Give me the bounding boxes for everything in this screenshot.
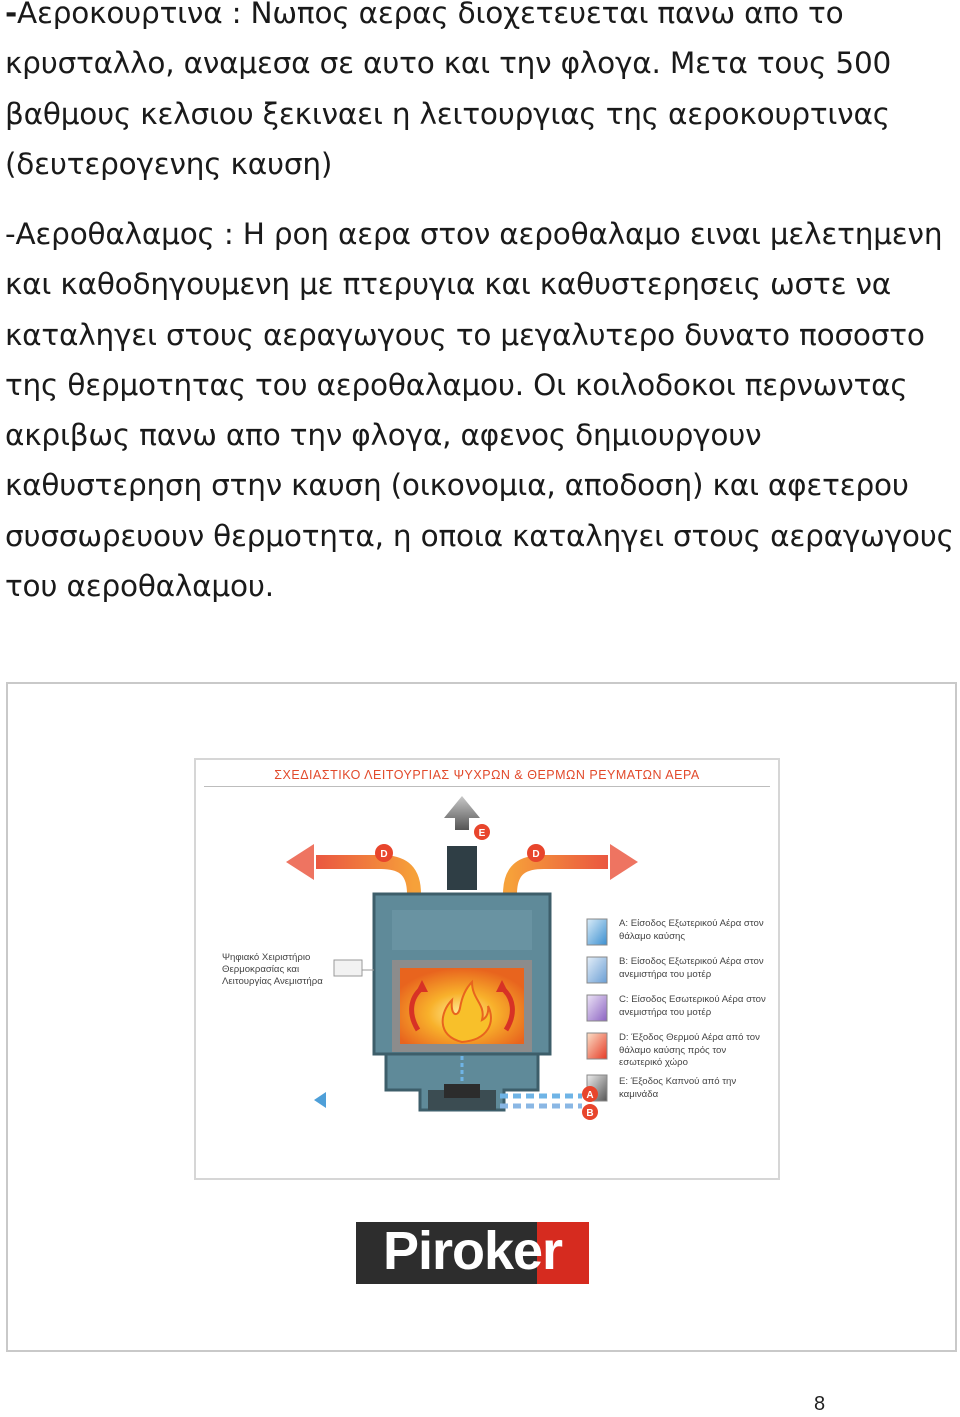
- thermostat-note: Ψηφιακό Χειριστήριο Θερμοκρασίας και Λειτουργίας Ανεμιστήρα: [222, 952, 323, 987]
- page-number: 8: [814, 1393, 826, 1415]
- hot-air-duct-right: [510, 862, 608, 894]
- hot-air-arrow-left: [286, 844, 314, 880]
- bold-dash: -: [5, 0, 18, 30]
- legend-item-d: [586, 1032, 776, 1069]
- hot-air-duct-left: [316, 862, 414, 894]
- legend-label-b: B: Είσοδος Εξωτερικού Αέρα στον ανεμιστήρα του μοτέρ: [619, 956, 764, 980]
- svg-text:B: B: [586, 1108, 594, 1119]
- legend-item-c: [586, 994, 776, 1028]
- logo-wordmark: Piroker: [382, 1222, 563, 1281]
- legend-label-c: C: Είσοδος Εσωτερικού Αέρα στον ανεμιστήρα του μοτέρ: [619, 994, 766, 1018]
- hot-air-arrow-right: [610, 844, 638, 880]
- fan-motor: [444, 1084, 480, 1098]
- svg-text:D: D: [532, 849, 540, 860]
- legend-item-a: [586, 918, 776, 952]
- svg-text:E: E: [478, 828, 486, 839]
- svg-text:A: A: [586, 1090, 594, 1101]
- paragraph-air-curtain-text: Αεροκουρτινα : Νωπος αερας διοχετευεται πανω απο το κρυσταλλο, αναμεσα σε αυτο και την φλογα. Μετα τους 500 βαθμους κελσιου ξεκιναει η λειτουργιας της αεροκουρτινας (δευτερογενης καυση): [5, 0, 892, 181]
- chimney: [447, 846, 477, 890]
- air-chamber: [392, 910, 532, 950]
- paragraph-air-curtain: [5, 0, 955, 189]
- svg-text:D: D: [380, 849, 388, 860]
- legend-label-d: D: Έξοδος Θερμού Αέρα από τον θάλαμο καύσης πρός τον εσωτερικό χώρο: [619, 1032, 760, 1069]
- paragraph-air-chamber: -Αεροθαλαμος : Η ροη αερα στον αεροθαλαμο ειναι μελετημενη και καθοδηγουμενη με πτερυγια και καθυστερησεις ωστε να καταληγει στους αεραγωγους το μεγαλυτερο δυνατο ποσοστο της θερμοτητας του αεροθαλαμου. Οι κοιλοδοκοι περνωντας ακριβως πανω απο την φλογα, αφενος δημιουργουν καθυστερηση στην καυση (οικονομια, αποδοση) και αφετερου συσσωρευουν θερμοτητα, η οποια καταληγει στους αεραγωγους του αεροθαλαμου.: [5, 217, 954, 604]
- legend-label-a: A: Είσοδος Εξωτερικού Αέρα στον θάλαμο καύσης: [619, 918, 764, 942]
- diagram-title: ΣΧΕΔΙΑΣΤΙΚΟ ΛΕΙΤΟΥΡΓΙΑΣ ΨΥΧΡΩΝ & ΘΕΡΜΩΝ ΡΕΥΜΑΤΩΝ ΑΕΡΑ: [274, 768, 700, 782]
- piroker-logo: [356, 1222, 589, 1284]
- legend-label-e: E: Έξοδος Καπνού από την καμινάδα: [619, 1076, 737, 1100]
- legend-item-b: [586, 956, 776, 990]
- legend-item-e: [586, 1076, 776, 1110]
- airflow-diagram: [194, 758, 780, 1180]
- smoke-arrow: [444, 796, 480, 830]
